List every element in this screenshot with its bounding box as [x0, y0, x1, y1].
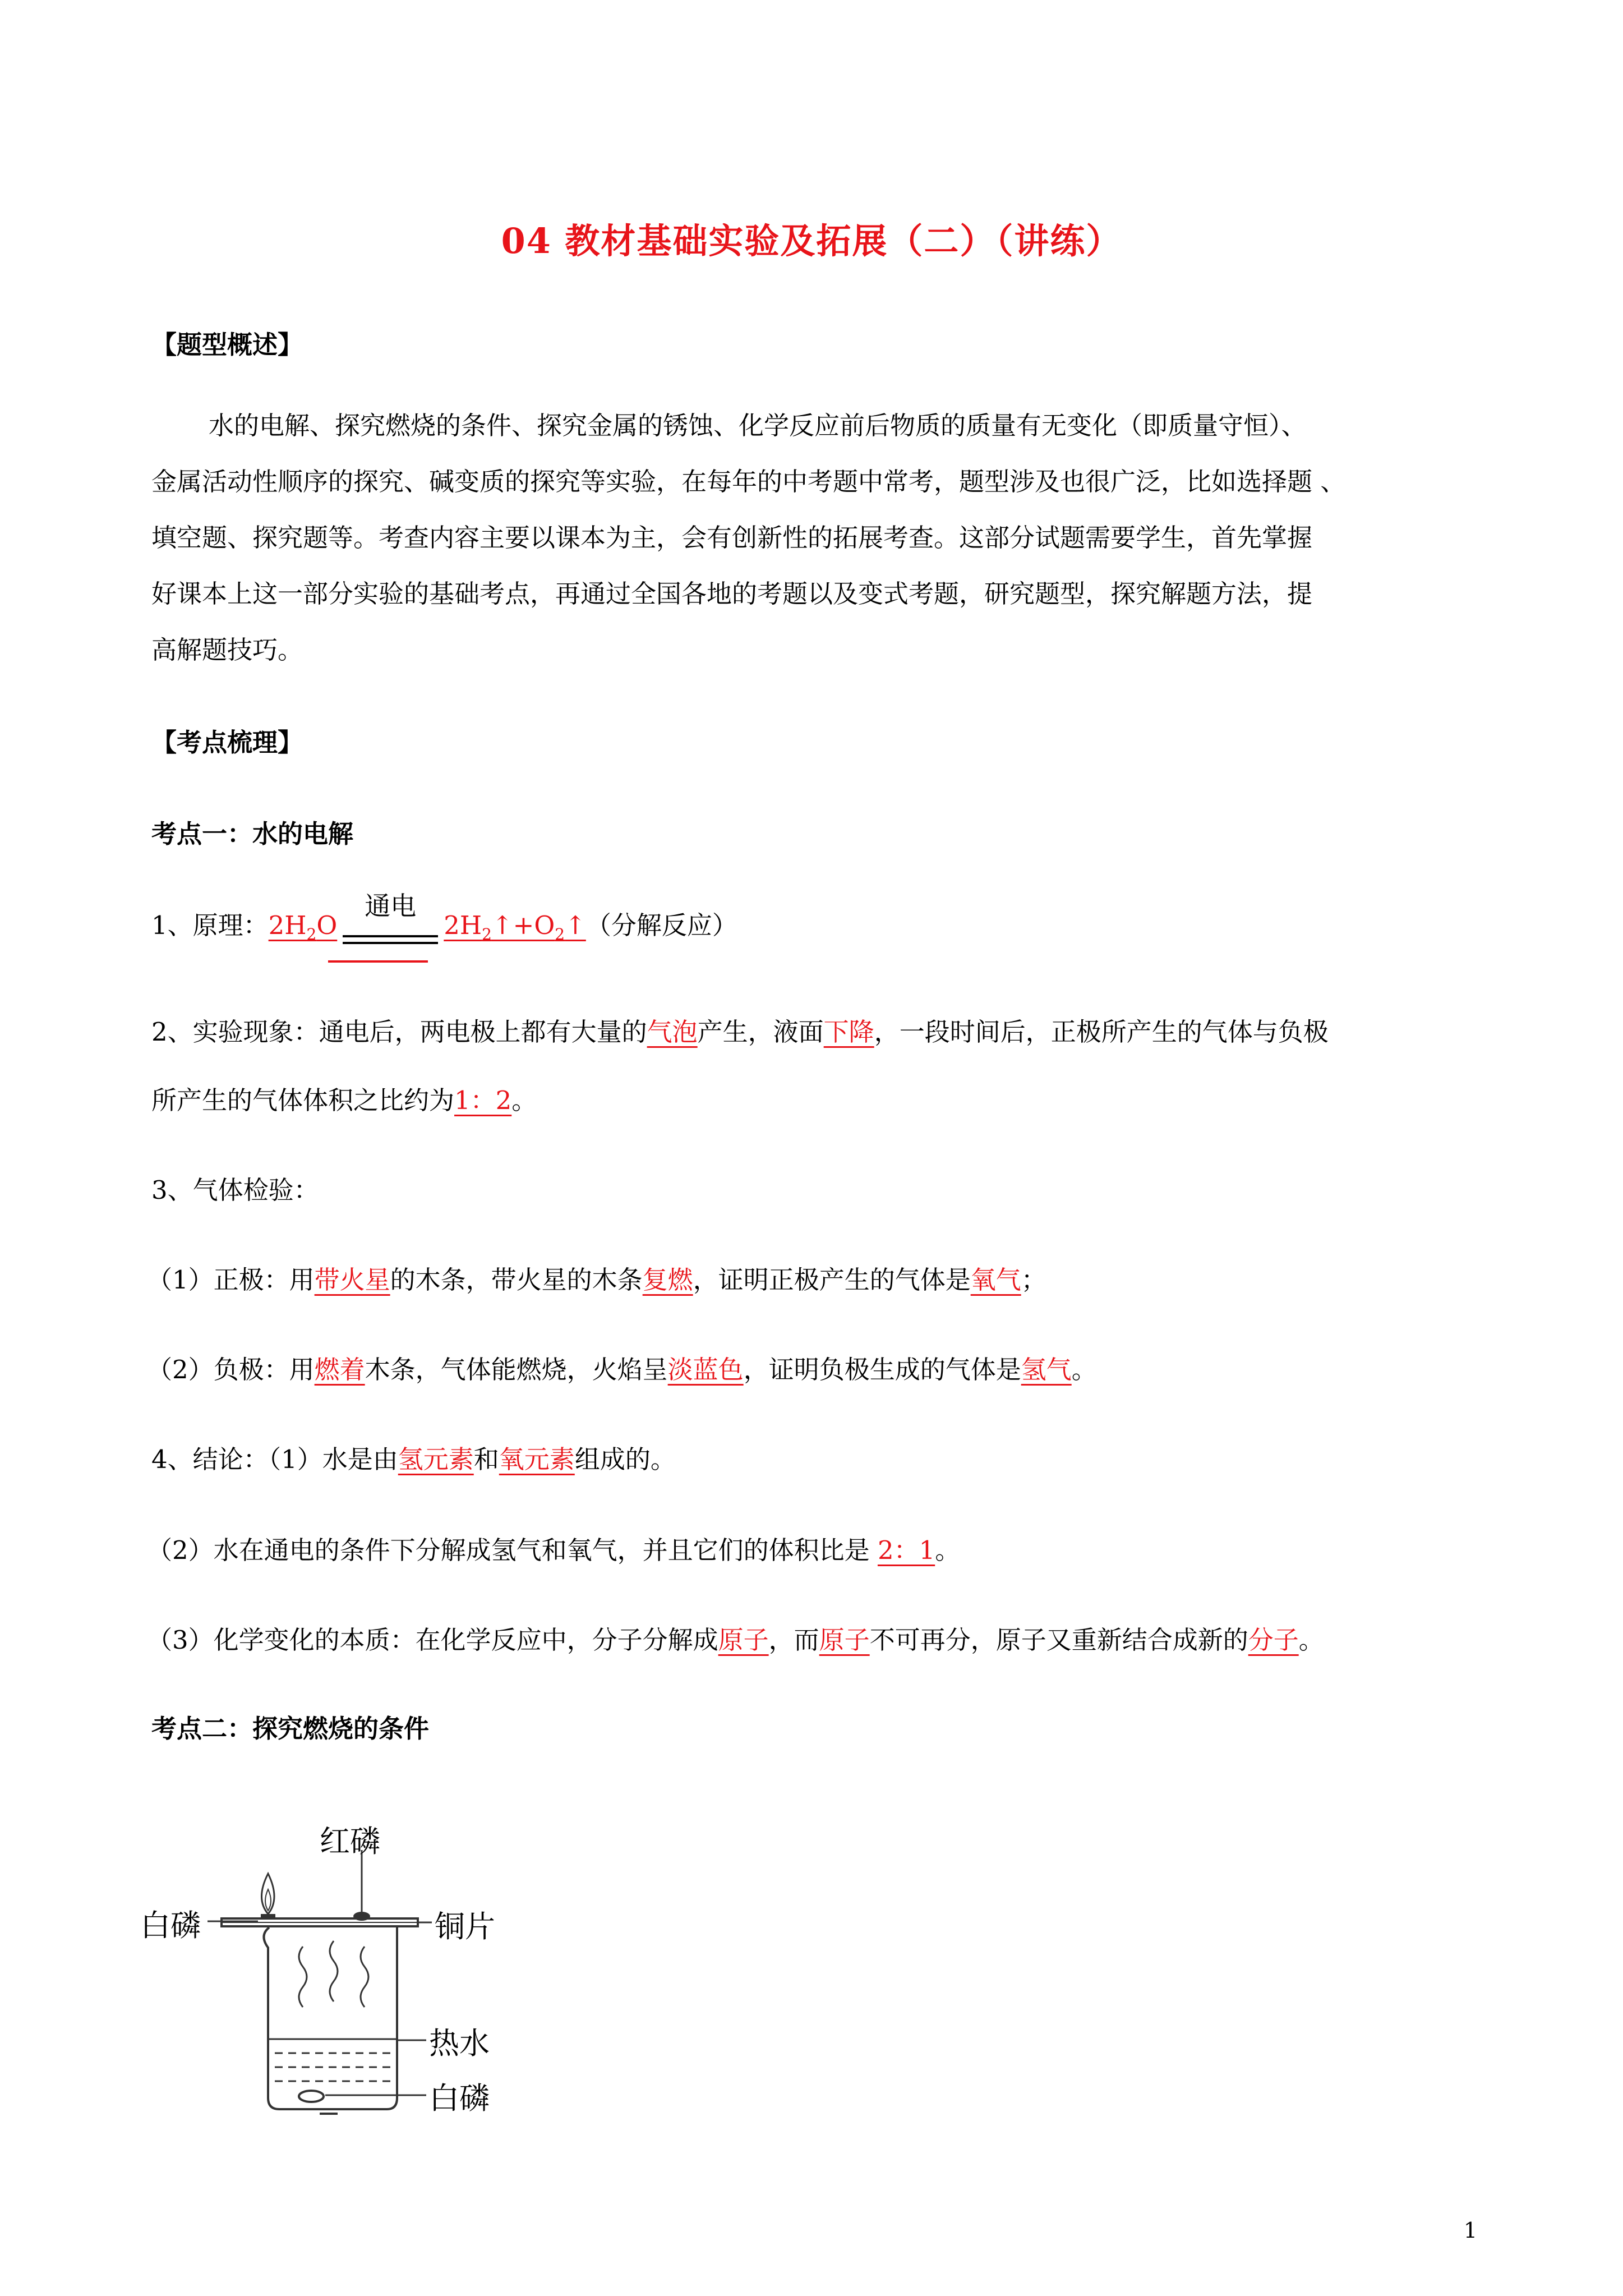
overview-line-5: 高解题技巧。: [151, 635, 303, 665]
overview-line-3: 填空题、探究题等。考查内容主要以课本为主，会有创新性的拓展考查。这部分试题需要学生，首先掌握: [151, 523, 1313, 553]
kp2-heading: 考点二：探究燃烧的条件: [151, 1714, 430, 1743]
equation-underline: [328, 960, 428, 963]
answer-molecule: 分子: [1248, 1625, 1299, 1655]
answer-hydrogen-element: 氢元素: [398, 1444, 474, 1474]
conclusion-line-1: 4、结论：（1）水是由氢元素和氧元素组成的。: [151, 1444, 676, 1474]
answer-reignite: 复燃: [642, 1265, 693, 1295]
answer-drop: 下降: [823, 1017, 874, 1047]
answer-bubbles: 气泡: [647, 1017, 698, 1047]
page-number: 1: [1463, 2218, 1477, 2243]
label-red-phosphorus: 红磷: [320, 1824, 380, 1859]
phenomenon-line-2: 所产生的气体体积之比约为1：2。: [151, 1085, 537, 1115]
answer-atom-2: 原子: [819, 1625, 870, 1655]
answer-hydrogen: 氢气: [1021, 1355, 1072, 1384]
answer-atom-1: 原子: [718, 1625, 769, 1655]
answer-glowing: 带火星: [314, 1265, 390, 1295]
phenomenon-line-1: 2、实验现象：通电后，两电极上都有大量的气泡产生，液面下降，一段时间后，正极所产生的气体与负极: [151, 1017, 1329, 1047]
kp1-heading: 考点一：水的电解: [151, 819, 354, 849]
reaction-type: （分解反应）: [585, 910, 737, 940]
principle-line: [151, 891, 737, 944]
positive-electrode-line: （1）正极：用带火星的木条，带火星的木条复燃，证明正极产生的气体是氧气；: [147, 1265, 1046, 1295]
overview-line-4: 好课本上这一部分实验的基础考点，再通过全国各地的考题以及变式考题，研究题型，探究解题方法，提: [151, 579, 1313, 609]
conclusion-line-2: （2）水在通电的条件下分解成氢气和氧气，并且它们的体积比是 2：1。: [147, 1535, 961, 1565]
negative-electrode-line: （2）负极：用燃着木条，气体能燃烧，火焰呈淡蓝色，证明负极生成的气体是氢气。: [147, 1355, 1097, 1384]
answer-burning: 燃着: [314, 1355, 365, 1384]
label-hot-water: 热水: [429, 2026, 490, 2061]
answer-ratio: 1：2: [454, 1085, 512, 1115]
test-heading: 3、气体检验：: [151, 1175, 319, 1205]
overview-line-1: 水的电解、探究燃烧的条件、探究金属的锈蚀、化学反应前后物质的质量有无变化（即质量守恒）、: [209, 411, 1307, 440]
answer-oxygen-element: 氧元素: [499, 1444, 575, 1474]
label-white-phosphorus-top: 白磷: [140, 1908, 201, 1943]
overview-heading: 【题型概述】: [151, 330, 303, 360]
overview-line-2: 金属活动性顺序的探究、碱变质的探究等实验，在每年的中考题中常考，题型涉及也很广泛，比如选择题 、: [151, 467, 1346, 496]
points-heading: 【考点梳理】: [151, 728, 303, 757]
reaction-condition: 通电: [337, 910, 444, 940]
answer-pale-blue: 淡蓝色: [667, 1355, 744, 1384]
label-white-phosphorus-bottom: 白磷: [429, 2081, 490, 2116]
combustion-apparatus-diagram: [140, 1818, 544, 2132]
answer-volume-ratio: 2：1: [877, 1535, 935, 1565]
label-copper-sheet: 铜片: [435, 1909, 495, 1944]
equation-reactant: $2H_2O$: [268, 910, 338, 944]
equation-products: $2H_2↑+O_2↑$: [444, 910, 586, 944]
page-title: 04 教材基础实验及拓展（二）（讲练）: [501, 220, 1122, 261]
conclusion-line-3: （3）化学变化的本质：在化学反应中，分子分解成原子，而原子不可再分，原子又重新结合成新的分子。: [147, 1625, 1324, 1655]
principle-label: 1、原理：: [151, 910, 269, 940]
answer-oxygen: 氧气: [970, 1265, 1021, 1295]
